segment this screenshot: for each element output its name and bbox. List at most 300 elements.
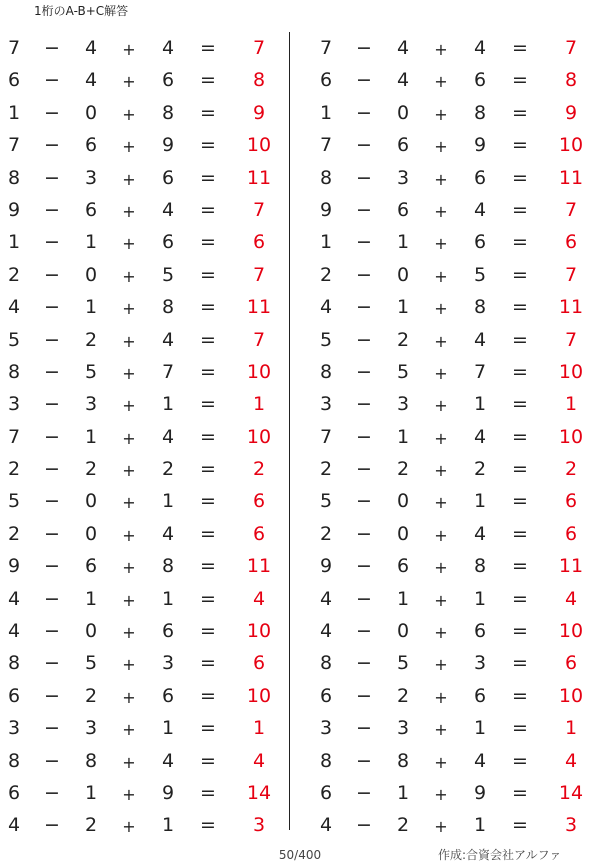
answer: 11	[558, 166, 584, 189]
answer: 10	[246, 425, 272, 448]
operand-b: 1	[84, 296, 98, 319]
problem-row	[0, 485, 280, 517]
plus-sign: +	[434, 40, 448, 59]
problem-row	[312, 777, 592, 809]
minus-sign: −	[356, 296, 372, 319]
problem-row	[312, 259, 592, 291]
operand-a: 6	[7, 684, 21, 707]
plus-sign: +	[434, 784, 448, 804]
equals-sign: =	[512, 425, 528, 448]
answer: 7	[564, 37, 578, 59]
operand-c: 6	[161, 166, 175, 189]
equals-sign: =	[200, 393, 216, 416]
minus-sign: −	[356, 328, 372, 351]
plus-sign: +	[122, 363, 136, 383]
operand-b: 3	[396, 717, 410, 740]
operand-a: 4	[7, 296, 21, 319]
operand-c: 4	[161, 425, 175, 448]
answer: 14	[246, 781, 272, 804]
minus-sign: −	[44, 231, 60, 254]
answer: 10	[246, 134, 272, 157]
plus-sign: +	[434, 299, 448, 319]
problem-row	[312, 745, 592, 777]
equals-sign: =	[200, 652, 216, 675]
answer: 7	[252, 328, 266, 351]
plus-sign: +	[122, 590, 136, 610]
answer: 10	[246, 360, 272, 383]
plus-sign: +	[434, 266, 448, 286]
problem-row	[312, 809, 592, 841]
operand-b: 0	[84, 490, 98, 513]
plus-sign: +	[122, 428, 136, 448]
problem-row	[0, 291, 280, 323]
equals-sign: =	[200, 458, 216, 481]
operand-a: 9	[7, 198, 21, 221]
plus-sign: +	[122, 493, 136, 513]
minus-sign: −	[44, 134, 60, 157]
problem-row	[0, 356, 280, 388]
plus-sign: +	[122, 40, 136, 59]
operand-b: 3	[84, 717, 98, 740]
equals-sign: =	[200, 425, 216, 448]
plus-sign: +	[434, 525, 448, 545]
answer: 6	[252, 522, 266, 545]
problem-row	[0, 97, 280, 129]
operand-b: 2	[84, 814, 98, 837]
page-number: 50/400	[278, 848, 322, 862]
minus-sign: −	[44, 587, 60, 610]
equals-sign: =	[200, 231, 216, 254]
minus-sign: −	[44, 166, 60, 189]
operand-a: 5	[319, 490, 333, 513]
operand-b: 1	[396, 587, 410, 610]
minus-sign: −	[44, 717, 60, 740]
problem-row	[312, 550, 592, 582]
operand-c: 2	[473, 458, 487, 481]
problem-row	[0, 647, 280, 679]
operand-b: 6	[84, 134, 98, 157]
minus-sign: −	[44, 620, 60, 643]
operand-c: 6	[161, 69, 175, 92]
operand-a: 4	[7, 587, 21, 610]
plus-sign: +	[434, 137, 448, 157]
operand-a: 5	[7, 490, 21, 513]
operand-a: 8	[7, 749, 21, 772]
minus-sign: −	[44, 555, 60, 578]
operand-b: 1	[84, 587, 98, 610]
operand-b: 4	[84, 37, 98, 59]
equals-sign: =	[512, 620, 528, 643]
operand-b: 2	[84, 328, 98, 351]
operand-a: 6	[7, 781, 21, 804]
operand-c: 1	[473, 717, 487, 740]
plus-sign: +	[122, 72, 136, 92]
operand-b: 2	[396, 458, 410, 481]
answer: 1	[252, 393, 266, 416]
equals-sign: =	[512, 587, 528, 610]
operand-c: 1	[473, 814, 487, 837]
operand-c: 4	[161, 328, 175, 351]
problem-row	[312, 388, 592, 420]
plus-sign: +	[122, 752, 136, 772]
problem-row	[312, 129, 592, 161]
plus-sign: +	[434, 461, 448, 481]
answer: 2	[564, 458, 578, 481]
answer: 8	[564, 69, 578, 92]
operand-c: 6	[161, 231, 175, 254]
minus-sign: −	[44, 101, 60, 124]
operand-a: 8	[7, 166, 21, 189]
operand-b: 8	[396, 749, 410, 772]
plus-sign: +	[434, 169, 448, 189]
operand-b: 2	[84, 684, 98, 707]
answer: 11	[558, 555, 584, 578]
plus-sign: +	[122, 104, 136, 124]
operand-b: 6	[84, 555, 98, 578]
minus-sign: −	[356, 101, 372, 124]
operand-a: 4	[7, 620, 21, 643]
equals-sign: =	[200, 101, 216, 124]
minus-sign: −	[44, 296, 60, 319]
problem-row	[0, 162, 280, 194]
operand-c: 5	[161, 263, 175, 286]
minus-sign: −	[356, 522, 372, 545]
operand-c: 6	[473, 69, 487, 92]
equals-sign: =	[512, 781, 528, 804]
operand-b: 0	[84, 263, 98, 286]
equals-sign: =	[512, 717, 528, 740]
equals-sign: =	[200, 587, 216, 610]
operand-c: 9	[473, 781, 487, 804]
operand-a: 3	[319, 393, 333, 416]
problem-row	[0, 583, 280, 615]
plus-sign: +	[434, 396, 448, 416]
plus-sign: +	[122, 558, 136, 578]
problem-row	[312, 583, 592, 615]
operand-c: 2	[161, 458, 175, 481]
operand-b: 0	[84, 101, 98, 124]
operand-b: 5	[84, 652, 98, 675]
operand-a: 6	[319, 781, 333, 804]
operand-a: 6	[7, 69, 21, 92]
answer: 4	[564, 749, 578, 772]
operand-b: 0	[396, 490, 410, 513]
operand-c: 4	[473, 328, 487, 351]
answer: 6	[564, 490, 578, 513]
minus-sign: −	[356, 684, 372, 707]
minus-sign: −	[44, 393, 60, 416]
minus-sign: −	[356, 781, 372, 804]
minus-sign: −	[356, 555, 372, 578]
equals-sign: =	[200, 263, 216, 286]
operand-a: 9	[319, 555, 333, 578]
operand-c: 8	[161, 555, 175, 578]
problem-row	[312, 97, 592, 129]
operand-a: 7	[7, 37, 21, 59]
equals-sign: =	[200, 522, 216, 545]
answer: 4	[252, 587, 266, 610]
equals-sign: =	[200, 555, 216, 578]
operand-b: 1	[84, 231, 98, 254]
plus-sign: +	[434, 72, 448, 92]
operand-a: 1	[319, 101, 333, 124]
minus-sign: −	[44, 522, 60, 545]
equals-sign: =	[512, 555, 528, 578]
plus-sign: +	[434, 817, 448, 837]
operand-a: 9	[319, 198, 333, 221]
equals-sign: =	[512, 814, 528, 837]
operand-c: 3	[161, 652, 175, 675]
minus-sign: −	[44, 37, 60, 59]
equals-sign: =	[200, 781, 216, 804]
operand-c: 6	[473, 231, 487, 254]
problem-row	[0, 421, 280, 453]
plus-sign: +	[122, 817, 136, 837]
answer: 10	[558, 134, 584, 157]
problem-row	[312, 421, 592, 453]
equals-sign: =	[200, 360, 216, 383]
operand-c: 8	[473, 101, 487, 124]
operand-a: 8	[319, 749, 333, 772]
equals-sign: =	[512, 684, 528, 707]
operand-b: 6	[84, 198, 98, 221]
operand-b: 0	[396, 620, 410, 643]
operand-c: 1	[473, 490, 487, 513]
equals-sign: =	[512, 522, 528, 545]
answer: 11	[246, 296, 272, 319]
operand-b: 1	[396, 296, 410, 319]
minus-sign: −	[44, 814, 60, 837]
answer: 10	[246, 620, 272, 643]
operand-a: 1	[7, 101, 21, 124]
operand-c: 8	[473, 555, 487, 578]
minus-sign: −	[356, 393, 372, 416]
answer: 10	[558, 620, 584, 643]
minus-sign: −	[44, 328, 60, 351]
operand-b: 5	[84, 360, 98, 383]
plus-sign: +	[434, 493, 448, 513]
minus-sign: −	[356, 263, 372, 286]
operand-c: 4	[161, 749, 175, 772]
operand-a: 6	[319, 684, 333, 707]
operand-b: 4	[396, 69, 410, 92]
minus-sign: −	[356, 620, 372, 643]
operand-a: 7	[7, 425, 21, 448]
plus-sign: +	[434, 752, 448, 772]
minus-sign: −	[44, 263, 60, 286]
operand-c: 9	[161, 781, 175, 804]
operand-a: 2	[319, 458, 333, 481]
operand-b: 3	[396, 166, 410, 189]
plus-sign: +	[122, 784, 136, 804]
operand-c: 3	[473, 652, 487, 675]
plus-sign: +	[122, 266, 136, 286]
operand-c: 7	[161, 360, 175, 383]
operand-c: 9	[473, 134, 487, 157]
plus-sign: +	[434, 687, 448, 707]
answer: 11	[246, 166, 272, 189]
plus-sign: +	[434, 558, 448, 578]
plus-sign: +	[434, 428, 448, 448]
operand-b: 4	[84, 69, 98, 92]
equals-sign: =	[512, 458, 528, 481]
plus-sign: +	[122, 525, 136, 545]
equals-sign: =	[200, 198, 216, 221]
plus-sign: +	[122, 201, 136, 221]
operand-c: 4	[473, 425, 487, 448]
minus-sign: −	[44, 69, 60, 92]
minus-sign: −	[356, 360, 372, 383]
operand-a: 9	[7, 555, 21, 578]
problem-row	[312, 712, 592, 744]
minus-sign: −	[44, 458, 60, 481]
minus-sign: −	[44, 749, 60, 772]
plus-sign: +	[434, 655, 448, 675]
minus-sign: −	[356, 717, 372, 740]
problem-row	[0, 259, 280, 291]
plus-sign: +	[122, 687, 136, 707]
operand-a: 7	[319, 37, 333, 59]
operand-a: 1	[7, 231, 21, 254]
plus-sign: +	[122, 137, 136, 157]
problem-row	[0, 194, 280, 226]
equals-sign: =	[512, 328, 528, 351]
answer: 9	[252, 101, 266, 124]
operand-a: 2	[319, 522, 333, 545]
operand-c: 4	[473, 198, 487, 221]
operand-b: 3	[84, 166, 98, 189]
operand-b: 5	[396, 652, 410, 675]
operand-a: 8	[319, 360, 333, 383]
problem-row	[312, 518, 592, 550]
operand-b: 2	[396, 684, 410, 707]
answer: 6	[564, 652, 578, 675]
minus-sign: −	[356, 198, 372, 221]
answer: 6	[252, 652, 266, 675]
operand-b: 1	[84, 425, 98, 448]
operand-b: 0	[396, 263, 410, 286]
minus-sign: −	[44, 684, 60, 707]
minus-sign: −	[356, 231, 372, 254]
operand-b: 0	[396, 101, 410, 124]
column-divider	[289, 32, 290, 830]
equals-sign: =	[200, 490, 216, 513]
operand-b: 2	[84, 458, 98, 481]
plus-sign: +	[434, 234, 448, 254]
minus-sign: −	[44, 425, 60, 448]
problem-row	[0, 777, 280, 809]
operand-b: 8	[84, 749, 98, 772]
operand-c: 6	[473, 684, 487, 707]
equals-sign: =	[512, 101, 528, 124]
minus-sign: −	[44, 360, 60, 383]
operand-a: 3	[319, 717, 333, 740]
operand-c: 4	[473, 522, 487, 545]
operand-c: 4	[161, 37, 175, 59]
problem-row	[312, 485, 592, 517]
equals-sign: =	[512, 37, 528, 59]
operand-a: 2	[7, 522, 21, 545]
problem-row	[312, 291, 592, 323]
problem-row	[312, 680, 592, 712]
answer: 7	[252, 37, 266, 59]
operand-a: 4	[319, 587, 333, 610]
operand-c: 8	[161, 296, 175, 319]
operand-c: 7	[473, 360, 487, 383]
equals-sign: =	[512, 393, 528, 416]
problem-row	[312, 324, 592, 356]
operand-c: 9	[161, 134, 175, 157]
problem-row	[0, 64, 280, 96]
answer: 1	[564, 393, 578, 416]
minus-sign: −	[44, 490, 60, 513]
operand-b: 4	[396, 37, 410, 59]
operand-c: 1	[161, 717, 175, 740]
operand-b: 6	[396, 134, 410, 157]
equals-sign: =	[200, 328, 216, 351]
problem-row	[0, 324, 280, 356]
answer: 2	[252, 458, 266, 481]
minus-sign: −	[356, 37, 372, 59]
operand-c: 1	[161, 490, 175, 513]
equals-sign: =	[200, 69, 216, 92]
answer: 7	[564, 263, 578, 286]
problem-column-left	[0, 32, 280, 842]
operand-c: 6	[161, 620, 175, 643]
plus-sign: +	[122, 299, 136, 319]
equals-sign: =	[200, 166, 216, 189]
equals-sign: =	[200, 814, 216, 837]
minus-sign: −	[356, 69, 372, 92]
operand-b: 2	[396, 328, 410, 351]
operand-a: 4	[319, 620, 333, 643]
problem-row	[312, 615, 592, 647]
problem-row	[0, 518, 280, 550]
operand-a: 3	[7, 717, 21, 740]
minus-sign: −	[44, 781, 60, 804]
minus-sign: −	[356, 134, 372, 157]
operand-a: 4	[319, 296, 333, 319]
operand-c: 4	[161, 522, 175, 545]
equals-sign: =	[200, 684, 216, 707]
answer: 4	[252, 749, 266, 772]
minus-sign: −	[356, 652, 372, 675]
problem-row	[0, 226, 280, 258]
problem-row	[0, 809, 280, 841]
operand-b: 1	[396, 425, 410, 448]
problem-row	[312, 162, 592, 194]
problem-row	[312, 32, 592, 64]
minus-sign: −	[356, 166, 372, 189]
minus-sign: −	[356, 490, 372, 513]
problem-row	[312, 226, 592, 258]
equals-sign: =	[200, 749, 216, 772]
equals-sign: =	[512, 198, 528, 221]
answer: 1	[252, 717, 266, 740]
answer: 10	[558, 425, 584, 448]
answer: 9	[564, 101, 578, 124]
problem-row	[0, 550, 280, 582]
operand-c: 6	[161, 684, 175, 707]
minus-sign: −	[356, 425, 372, 448]
answer: 7	[252, 198, 266, 221]
operand-a: 5	[7, 328, 21, 351]
equals-sign: =	[512, 652, 528, 675]
equals-sign: =	[512, 69, 528, 92]
problem-row	[0, 388, 280, 420]
operand-b: 0	[396, 522, 410, 545]
problem-row	[0, 32, 280, 64]
